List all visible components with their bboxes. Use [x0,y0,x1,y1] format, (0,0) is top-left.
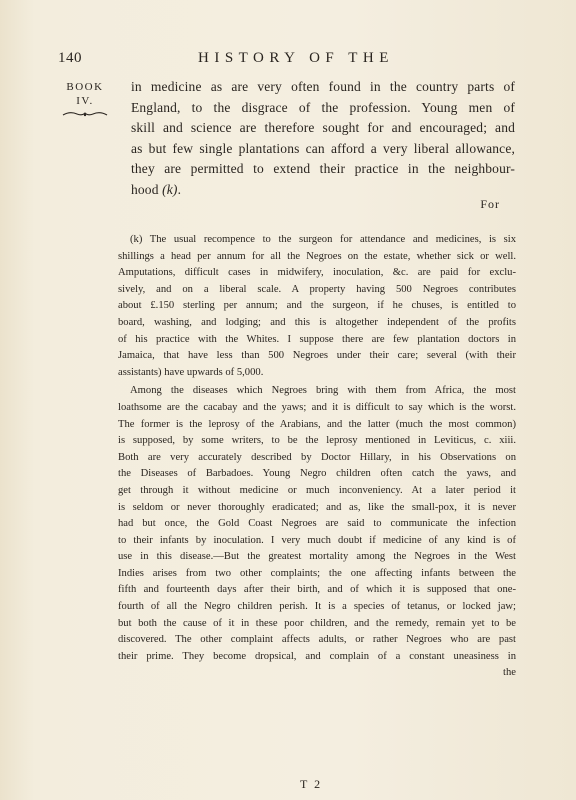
footnote-line: shillings a head per annum for all the Negroes on the estate, whether sick or well. [118,250,516,262]
footnote-line: the Diseases of Barbadoes. Young Negro children often catch the yaws, and [118,468,516,480]
body-line: skill and science are therefore sought for and encouraged; and [131,120,515,136]
footnote-line: use in this disease.—But the greatest mortality among the Negroes in the West [118,551,516,563]
footnote-line: Jamaica, that have less than 500 Negroes under their care; several (with their [118,350,516,362]
catchword: For [480,197,500,211]
footnote-line: discovered. The other complaint affects adults, or rather Negroes who are past [118,634,516,646]
flourish-ornament-icon [62,110,108,118]
footnote-line: fourth of all the Negro children perish. It is a species of tetanus, or locked jaw; [118,601,516,613]
body-line: as but few single plantations can afford a very liberal allowance, [131,140,515,156]
footnote-line: (k) The usual recompence to the surgeon for attendance and medicines, is six [130,234,516,245]
footnote-line: about £.150 sterling per annum; and the surgeon, if he chuses, is entitled to [118,300,516,312]
footnote-line: is seldom or never thoroughly eradicated; and as, like the small-pox, it is never [118,501,516,513]
body-line: hood [131,181,159,197]
margin-volume: IV. [76,95,94,107]
footnote-line: fifth and fourteenth days after their birth, and of which it is supposed that one- [118,584,516,596]
footnote-line: Indies arises from two other complaints; the one affecting infants between the [118,567,516,579]
footnote-line: Amputations, difficult cases in midwifery, inoculation, &c. are paid for exclu- [118,267,516,279]
footnotes [118,232,516,682]
running-title: HISTORY OF THE [198,50,394,66]
footnote-line: loathsome are the cacabay and the yaws; and it is difficult to say which is the worst. [118,401,516,413]
footnote-line: sively, and on a liberal scale. A property having 500 Negroes contributes [118,283,516,295]
body-line: England, to the disgrace of the profession. Young men of [131,99,515,115]
body-line: they are permitted to extend their practice in the neighbour- [131,161,515,177]
footnote-line: of his practice with the Whites. I suppose there are few plantation doctors in [118,333,516,345]
signature-mark: T 2 [300,777,323,791]
footnote-line: had but once, the Gold Coast Negroes are said to communicate the infection [118,518,516,530]
footnote-line: The former is the leprosy of the Arabians, and the latter (much the most common) [118,418,516,430]
footnote-line: is supposed, by some writers, to be the leprosy mentioned in Leviticus, c. xiii. [118,435,516,447]
footnote-line: get through it without medicine or much inconveniency. At a later period it [118,484,516,496]
footnote-paragraph-2 [118,383,516,682]
footnote-reference: (k) [162,181,178,197]
footnote-line: Among the diseases which Negroes bring with them from Africa, the most [130,385,516,397]
running-header [58,50,506,70]
body-line: in medicine as are very often found in the country parts of [131,79,515,94]
footnote-line: Both are very accurately described by Doctor Hillary, in his Observations on [118,451,516,463]
body-line-last: hood (k). [131,181,182,197]
footnote-line: their prime. They become dropsical, and complain of a constant uneasiness in [118,650,516,662]
page-number: 140 [58,50,82,66]
footnote-line: board, washing, and lodging; and this is altogether independent of the profits [118,316,516,328]
footnote-line: but both the cause of it in these poor children, and the remedy, remain yet to be [118,617,516,629]
footnote-catchword: the [503,667,516,679]
margin-book-label [60,80,110,118]
footnote-line: assistants) have upwards of 5,000. [118,366,264,378]
main-text [131,77,515,201]
margin-book: BOOK [66,81,104,93]
footnote-paragraph-1 [118,232,516,381]
footnote-line: to their infants by inoculation. I very much doubt if medicine of any kind is of [118,534,516,546]
